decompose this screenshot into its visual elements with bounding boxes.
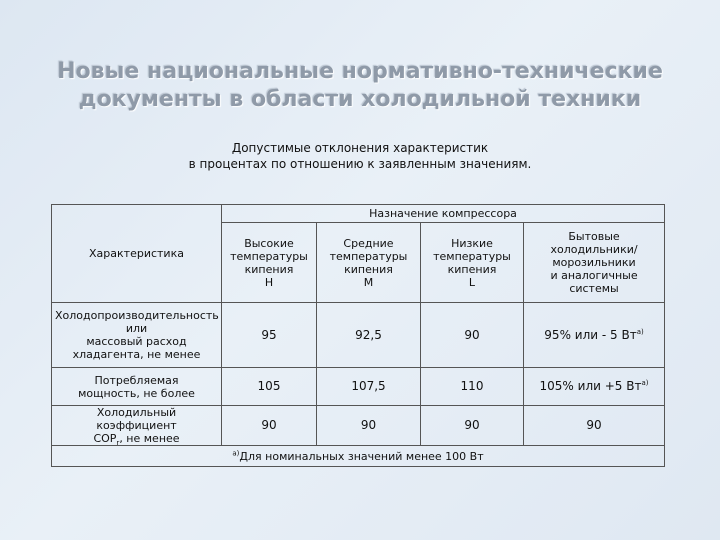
table-cell: 95 (222, 303, 317, 368)
table-cell (524, 368, 665, 406)
table-cell: 110 (421, 368, 524, 406)
table-cell: 90 (222, 406, 317, 446)
cell-value: 105% или +5 Вт (539, 379, 642, 393)
table-cell: 92,5 (317, 303, 421, 368)
footnote-row (52, 446, 665, 467)
cell-value: 95% или - 5 Вт (544, 327, 637, 342)
footnote (52, 446, 665, 467)
table-cell: 90 (421, 303, 524, 368)
table-cell: 90 (421, 406, 524, 446)
cop-rest: , не менее (119, 432, 180, 445)
footnote-marker: а) (232, 448, 240, 457)
row-label-power-input: Потребляемая мощность, не более (52, 368, 222, 406)
row-label-cop (52, 406, 222, 446)
footnote-marker: а) (636, 327, 644, 336)
cop-subscript: r (116, 439, 120, 448)
column-header-household: Бытовые холодильники/ морозильники и аналогичные системы (524, 223, 665, 303)
table-cell: 90 (524, 406, 665, 446)
table-cell: 90 (317, 406, 421, 446)
table-cell (524, 303, 665, 368)
table-cell: 105 (222, 368, 317, 406)
cop-abbrev: COP (93, 432, 117, 445)
slide-title-line-2: документы в области холодильной техники (78, 87, 642, 112)
compressor-purpose-header: Назначение компрессора (222, 205, 665, 223)
row-label-cooling-capacity: Холодопроизводительность или массовый расход хладагента, не менее (52, 303, 222, 368)
table-caption-line-1: Допустимые отклонения характеристик (231, 141, 489, 155)
row-label-cop-line-1: Холодильный коэффициент (96, 406, 177, 432)
column-header-medium-temp: Средние температуры кипения М (317, 223, 421, 303)
footnote-marker: а) (641, 379, 649, 387)
table-cell: 107,5 (317, 368, 421, 406)
table-caption-line-2: в процентах по отношению к заявленным значениям. (188, 157, 532, 171)
deviation-table (51, 204, 665, 467)
column-header-low-temp: Низкие температуры кипения L (421, 223, 524, 303)
footnote-text: Для номинальных значений менее 100 Вт (239, 449, 484, 463)
slide-title-line-1: Новые национальные нормативно-технические (57, 59, 663, 84)
characteristic-header: Характеристика (52, 205, 222, 303)
table-row (52, 303, 665, 368)
table-row (52, 406, 665, 446)
column-header-high-temp: Высокие температуры кипения Н (222, 223, 317, 303)
table-row (52, 368, 665, 406)
row-label-cop-line-2 (55, 432, 218, 448)
slide-title (0, 58, 720, 114)
table-header-row (52, 205, 665, 223)
table-caption (0, 140, 720, 172)
